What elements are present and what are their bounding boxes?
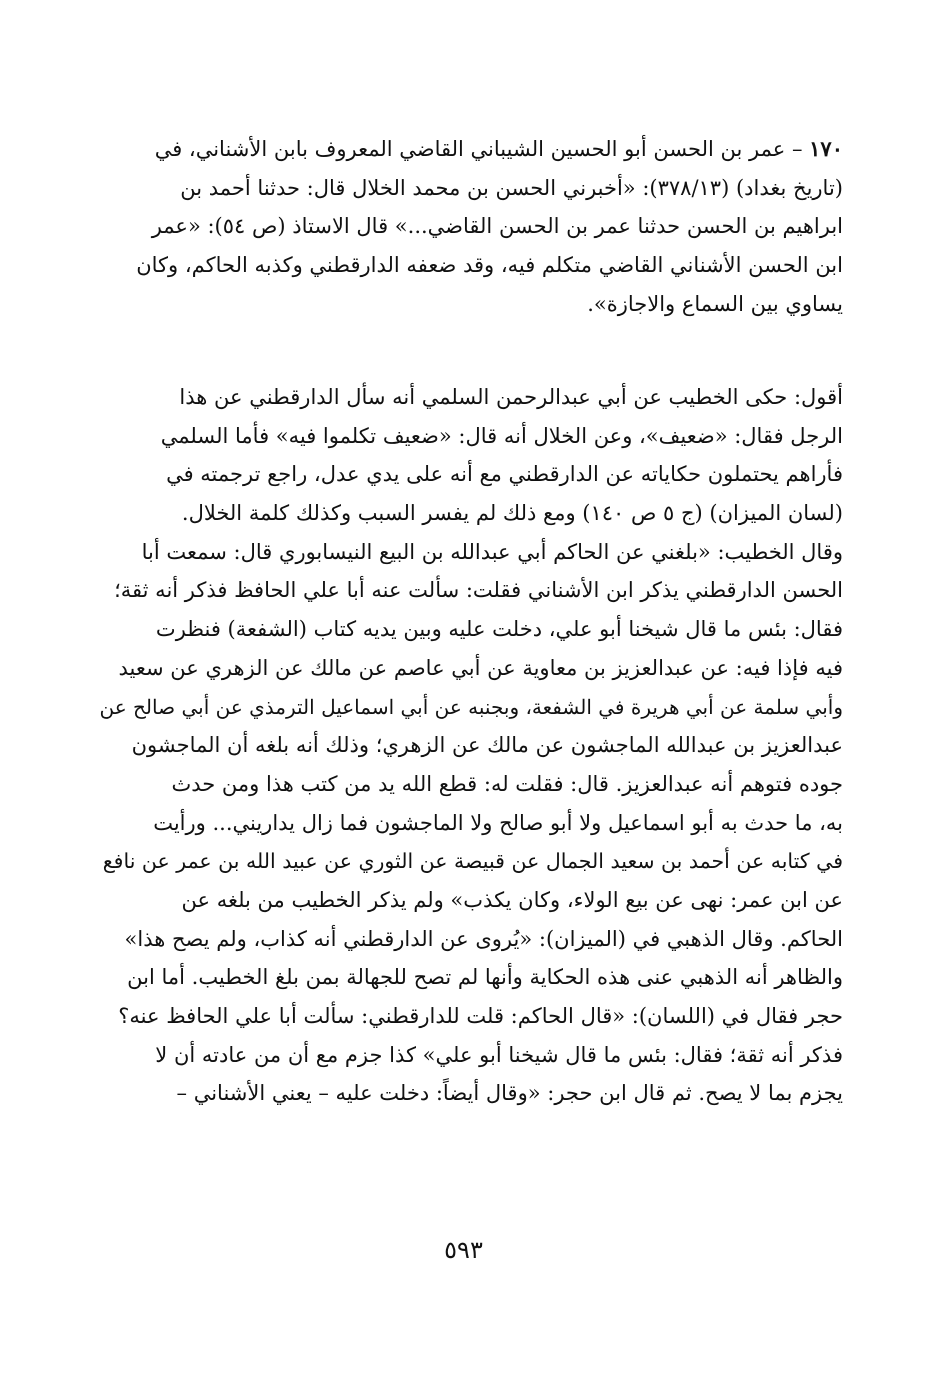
entry-line	[95, 130, 843, 169]
commentary-line: الحاكم. وقال الذهبي في (الميزان): «يُروى عن الدارقطني أنه كذاب، ولم يصح هذا»	[124, 926, 843, 951]
commentary-line: عبدالعزيز بن عبدالله الماجشون عن مالك عن الزهري؛ وذلك أنه بلغه أن الماجشون	[131, 733, 843, 758]
commentary-line: وأبي سلمة عن أبي هريرة في الشفعة، وبجنبه عن أبي اسماعيل الترمذي عن أبي صالح عن	[99, 694, 843, 719]
commentary-line: فذكر أنه ثقة؛ فقال: بئس ما قال شيخنا أبو علي» كذا جزم مع أن من عادته أن لا	[155, 1042, 843, 1067]
page-number: ٥٩٣	[444, 1236, 483, 1264]
biography-entry	[95, 130, 843, 323]
entry-number: ١٧٠	[809, 136, 843, 161]
entry-line: يساوي بين السماع والاجازة».	[587, 291, 843, 316]
commentary-line: في كتابه عن أحمد بن سعيد الجمال عن قبيصة عن الثوري عن عبيد الله بن عمر عن نافع	[102, 849, 843, 874]
commentary-line: الحسن الدارقطني يذكر ابن الأشناني فقلت: سألت عنه أبا علي الحافظ فذكر أنه ثقة؛	[114, 578, 843, 603]
commentary-line: فقال: بئس ما قال شيخنا أبو علي، دخلت عليه وبين يديه كتاب (الشفعة) فنظرت	[155, 617, 843, 642]
commentary-line: يجزم بما لا يصح. ثم قال ابن حجر: «وقال أيضاً: دخلت عليه – يعني الأشناني –	[176, 1081, 843, 1106]
commentary-line: فيه فإذا فيه: عن عبدالعزيز بن معاوية عن أبي عاصم عن مالك عن الزهري عن سعيد	[118, 655, 843, 680]
commentary-paragraph	[95, 378, 843, 1113]
commentary-line: به، ما حدث به أبو اسماعيل ولا أبو صالح ولا الماجشون فما زال يداريني... ورأيت	[153, 810, 843, 835]
commentary-line: جوده فتوهم أنه عبدالعزيز. قال: فقلت له: قطع الله يد من كتب هذا ومن حدث	[171, 771, 843, 796]
commentary-line: وقال الخطيب: «بلغني عن الحاكم أبي عبدالله بن البيع النيسابوري قال: سمعت أبا	[141, 539, 843, 564]
commentary-line: والظاهر أنه الذهبي عنى هذه الحكاية وأنها لم تصح للجهالة بمن بلغ الخطيب. أما ابن	[127, 965, 843, 990]
commentary-line: فأراهم يحتملون حكاياته عن الدارقطني مع أنه على يدي عدل، راجع ترجمته في	[166, 462, 843, 487]
entry-line: (تاريخ بغداد) (٣٧٨/١٣): «أخبرني الحسن بن محمد الخلال قال: حدثنا أحمد بن	[180, 175, 843, 200]
commentary-line: عن ابن عمر: نهى عن بيع الولاء، وكان يكذب» ولم يذكر الخطيب من بلغه عن	[181, 887, 843, 912]
commentary-line: أقول: حكى الخطيب عن أبي عبدالرحمن السلمي أنه سأل الدارقطني عن هذا	[179, 385, 843, 409]
commentary-line: الرجل فقال: «ضعيف»، وعن الخلال أنه قال: «ضعيف تكلموا فيه» فأما السلمي	[160, 423, 843, 448]
commentary-line: (لسان الميزان) (ج ٥ ص ١٤٠) ومع ذلك لم يفسر السبب وكذلك كلمة الخلال.	[181, 501, 843, 526]
entry-text: – عمر بن الحسن أبو الحسين الشيباني القاضي المعروف بابن الأشناني، في	[154, 137, 803, 161]
commentary-line: حجر فقال في (اللسان): «قال الحاكم: قلت للدارقطني: سألت أبا علي الحافظ عنه؟	[118, 1004, 843, 1028]
entry-line: ابن الحسن الأشناني القاضي متكلم فيه، وقد ضعفه الدارقطني وكذبه الحاكم، وكان	[136, 253, 843, 278]
entry-line: ابراهيم بن الحسن حدثنا عمر بن الحسن القاضي...» قال الاستاذ (ص ٥٤): «عمر	[151, 214, 843, 239]
